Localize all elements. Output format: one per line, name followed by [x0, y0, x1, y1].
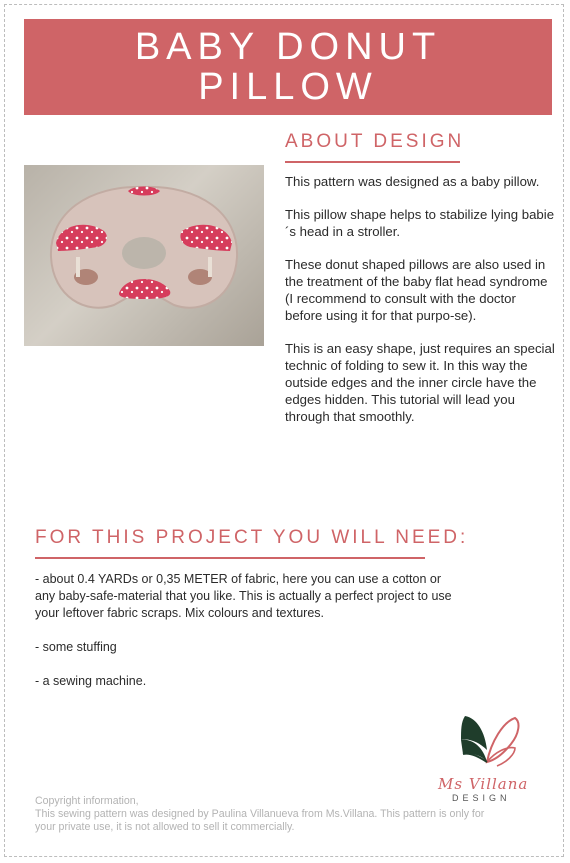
logo-sub-text: DESIGN: [452, 793, 511, 803]
about-heading: ABOUT DESIGN: [285, 131, 465, 152]
copyright-notice: [35, 795, 485, 834]
copyright-line: Copyright information,: [35, 795, 139, 807]
requirements-heading: FOR THIS PROJECT YOU WILL NEED:: [35, 527, 469, 548]
title-line-1: BABY DONUT: [134, 26, 442, 68]
title-line-2: PILLOW: [198, 66, 378, 108]
requirement-item: - about 0.4 YARDs or 0,35 METER of fabric, here you can use a cotton or any baby-safe-material that you like. This is actually a perfect project to use your leftover fabric scraps. Mix colours and textures.: [35, 572, 452, 620]
logo-script-text: Ms Villana: [438, 775, 529, 793]
requirements-list: [35, 571, 455, 707]
about-paragraph: These donut shaped pillows are also used in the treatment of the baby flat head syndrome (I recommend to consult with the doctor before using it for that purpo-se).: [285, 257, 548, 323]
title-banner: [24, 19, 552, 115]
about-paragraph: This pillow shape helps to stabilize lying babie´s head in a stroller.: [285, 207, 555, 239]
donut-pillow-illustration: [24, 165, 264, 346]
requirement-item: - a sewing machine.: [35, 674, 147, 688]
copyright-line: This sewing pattern was designed by Paulina Villanueva from Ms.Villana. This pattern is only for your private use, it is not allowed to sell it commercially.: [35, 808, 485, 833]
about-text: [285, 173, 555, 441]
product-photo: [24, 165, 264, 346]
about-heading-rule: [285, 161, 460, 163]
about-paragraph: This is an easy shape, just requires an special technic of folding to sew it. In this way the outside edges and the inner circle have the edges hidden. This tutorial will lead you through that smoothly.: [285, 341, 555, 424]
requirements-heading-rule: [35, 557, 425, 559]
about-paragraph: This pattern was designed as a baby pillow.: [285, 174, 540, 189]
requirement-item: - some stuffing: [35, 640, 117, 654]
